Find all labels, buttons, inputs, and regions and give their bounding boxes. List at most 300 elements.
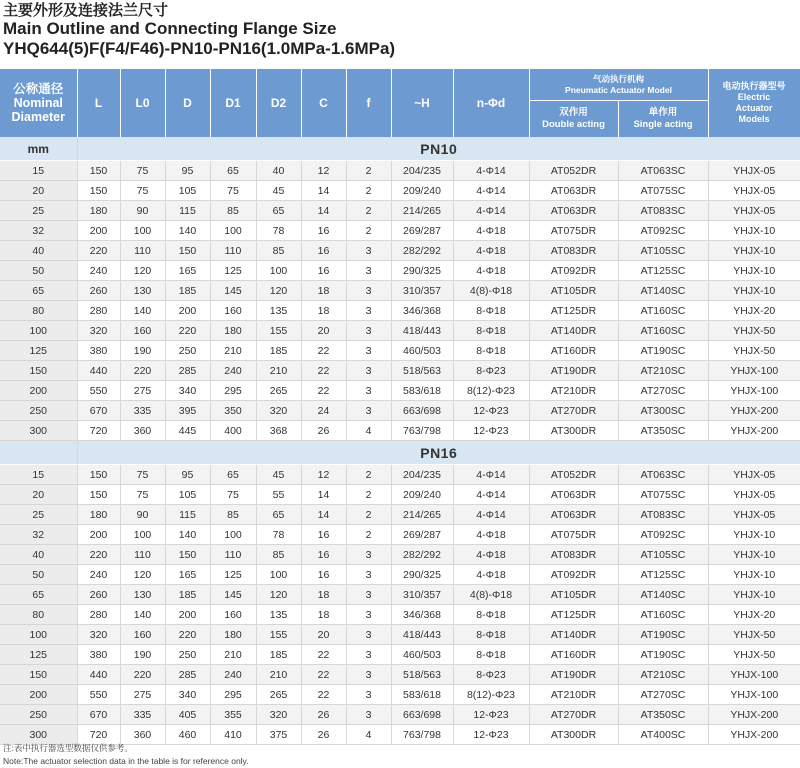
cell-bolts: 4(8)-Φ18	[453, 281, 529, 301]
cell-d: 115	[165, 505, 210, 525]
cell-d2: 155	[256, 625, 301, 645]
cell-d: 150	[165, 545, 210, 565]
cell-h: 663/698	[391, 401, 453, 421]
cell-single-acting-model: AT092SC	[618, 525, 708, 545]
cell-nominal-diameter: 80	[0, 605, 77, 625]
cell-l: 200	[77, 221, 120, 241]
cell-nominal-diameter: 50	[0, 565, 77, 585]
cell-electric-model: YHJX-10	[708, 525, 800, 545]
cell-c: 26	[301, 705, 346, 725]
cell-f: 3	[346, 241, 391, 261]
cell-nominal-diameter: 20	[0, 181, 77, 201]
cell-l0: 110	[120, 545, 165, 565]
pn16-section	[0, 441, 800, 745]
cell-single-acting-model: AT063SC	[618, 161, 708, 181]
cell-bolts: 4(8)-Φ18	[453, 585, 529, 605]
cell-d: 405	[165, 705, 210, 725]
cell-d1: 145	[210, 585, 256, 605]
cell-l: 240	[77, 261, 120, 281]
header-electric-en2: Actuator	[735, 103, 773, 113]
cell-nominal-diameter: 150	[0, 361, 77, 381]
table-row	[0, 625, 800, 645]
cell-nominal-diameter: 32	[0, 525, 77, 545]
cell-bolts: 4-Φ18	[453, 525, 529, 545]
cell-double-acting-model: AT063DR	[529, 505, 618, 525]
header-single-acting	[618, 101, 708, 138]
header-electric-actuator	[708, 69, 800, 137]
table-row	[0, 161, 800, 181]
cell-l0: 90	[120, 505, 165, 525]
cell-nominal-diameter: 40	[0, 241, 77, 261]
section-label-pn16: PN16	[77, 441, 800, 465]
cell-d2: 265	[256, 381, 301, 401]
cell-f: 3	[346, 301, 391, 321]
cell-d1: 210	[210, 645, 256, 665]
cell-d2: 85	[256, 545, 301, 565]
cell-double-acting-model: AT092DR	[529, 565, 618, 585]
cell-d: 200	[165, 605, 210, 625]
cell-d2: 100	[256, 565, 301, 585]
cell-nominal-diameter: 300	[0, 725, 77, 745]
table-row	[0, 261, 800, 281]
header-col-d1: D1	[210, 69, 256, 137]
cell-d1: 180	[210, 625, 256, 645]
cell-l: 220	[77, 241, 120, 261]
cell-l: 180	[77, 201, 120, 221]
cell-h: 418/443	[391, 321, 453, 341]
cell-d: 185	[165, 281, 210, 301]
cell-electric-model: YHJX-200	[708, 401, 800, 421]
cell-l: 260	[77, 585, 120, 605]
cell-l: 440	[77, 361, 120, 381]
cell-f: 3	[346, 685, 391, 705]
title-english: Main Outline and Connecting Flange Size	[3, 19, 337, 38]
cell-d: 95	[165, 465, 210, 485]
cell-d2: 320	[256, 705, 301, 725]
header-col-l0: L0	[120, 69, 165, 137]
cell-l: 320	[77, 625, 120, 645]
cell-c: 14	[301, 505, 346, 525]
cell-double-acting-model: AT190DR	[529, 361, 618, 381]
cell-d1: 100	[210, 525, 256, 545]
section-header-row	[0, 137, 800, 161]
cell-l0: 75	[120, 465, 165, 485]
cell-double-acting-model: AT140DR	[529, 321, 618, 341]
cell-c: 26	[301, 421, 346, 441]
cell-single-acting-model: AT190SC	[618, 625, 708, 645]
cell-l0: 360	[120, 725, 165, 745]
cell-d1: 100	[210, 221, 256, 241]
cell-double-acting-model: AT300DR	[529, 421, 618, 441]
cell-double-acting-model: AT190DR	[529, 665, 618, 685]
cell-f: 2	[346, 505, 391, 525]
cell-nominal-diameter: 65	[0, 281, 77, 301]
cell-d1: 180	[210, 321, 256, 341]
cell-bolts: 8-Φ18	[453, 645, 529, 665]
cell-single-acting-model: AT105SC	[618, 545, 708, 565]
dimension-table	[0, 69, 800, 745]
cell-l0: 190	[120, 645, 165, 665]
cell-d: 340	[165, 685, 210, 705]
table-row	[0, 181, 800, 201]
header-pneumatic-en: Pneumatic Actuator Model	[565, 84, 672, 95]
cell-l0: 160	[120, 625, 165, 645]
cell-electric-model: YHJX-100	[708, 381, 800, 401]
cell-double-acting-model: AT125DR	[529, 301, 618, 321]
cell-d: 250	[165, 645, 210, 665]
cell-d: 460	[165, 725, 210, 745]
cell-l: 150	[77, 465, 120, 485]
cell-d: 165	[165, 565, 210, 585]
cell-f: 3	[346, 381, 391, 401]
cell-l: 440	[77, 665, 120, 685]
header-col-f: f	[346, 69, 391, 137]
cell-bolts: 4-Φ14	[453, 505, 529, 525]
cell-l0: 130	[120, 585, 165, 605]
cell-f: 2	[346, 465, 391, 485]
cell-l0: 360	[120, 421, 165, 441]
cell-c: 12	[301, 465, 346, 485]
cell-double-acting-model: AT210DR	[529, 381, 618, 401]
cell-d1: 145	[210, 281, 256, 301]
cell-l0: 140	[120, 301, 165, 321]
cell-h: 282/292	[391, 545, 453, 565]
cell-bolts: 12-Φ23	[453, 705, 529, 725]
cell-f: 3	[346, 361, 391, 381]
cell-l: 720	[77, 725, 120, 745]
cell-double-acting-model: AT210DR	[529, 685, 618, 705]
cell-bolts: 4-Φ18	[453, 241, 529, 261]
cell-double-acting-model: AT063DR	[529, 201, 618, 221]
cell-f: 3	[346, 625, 391, 645]
cell-electric-model: YHJX-200	[708, 705, 800, 725]
cell-single-acting-model: AT083SC	[618, 201, 708, 221]
cell-l: 380	[77, 341, 120, 361]
footnote-en: Note:The actuator selection data in the table is for reference only.	[3, 756, 249, 766]
header-col-d2: D2	[256, 69, 301, 137]
cell-f: 3	[346, 545, 391, 565]
cell-l0: 220	[120, 361, 165, 381]
cell-nominal-diameter: 100	[0, 321, 77, 341]
cell-l: 180	[77, 505, 120, 525]
table-row	[0, 465, 800, 485]
cell-single-acting-model: AT300SC	[618, 401, 708, 421]
cell-h: 518/563	[391, 665, 453, 685]
cell-bolts: 8(12)-Φ23	[453, 685, 529, 705]
cell-single-acting-model: AT125SC	[618, 565, 708, 585]
cell-d: 200	[165, 301, 210, 321]
table-row	[0, 421, 800, 441]
header-nominal-zh: 公称通径	[13, 82, 64, 96]
cell-d: 285	[165, 665, 210, 685]
table-row	[0, 341, 800, 361]
cell-electric-model: YHJX-100	[708, 685, 800, 705]
cell-double-acting-model: AT063DR	[529, 181, 618, 201]
header-col-d: D	[165, 69, 210, 137]
cell-f: 2	[346, 161, 391, 181]
cell-electric-model: YHJX-05	[708, 465, 800, 485]
header-double-zh: 双作用	[559, 107, 588, 118]
cell-bolts: 4-Φ14	[453, 485, 529, 505]
table-row	[0, 665, 800, 685]
cell-c: 14	[301, 485, 346, 505]
cell-double-acting-model: AT092DR	[529, 261, 618, 281]
cell-l: 240	[77, 565, 120, 585]
cell-d1: 350	[210, 401, 256, 421]
cell-d1: 65	[210, 465, 256, 485]
cell-d1: 210	[210, 341, 256, 361]
table-row	[0, 401, 800, 421]
cell-l: 380	[77, 645, 120, 665]
cell-single-acting-model: AT400SC	[618, 725, 708, 745]
cell-h: 763/798	[391, 725, 453, 745]
cell-c: 22	[301, 361, 346, 381]
cell-d1: 160	[210, 605, 256, 625]
cell-electric-model: YHJX-20	[708, 301, 800, 321]
footnote	[3, 742, 249, 768]
cell-single-acting-model: AT350SC	[618, 705, 708, 725]
cell-d1: 85	[210, 505, 256, 525]
cell-c: 22	[301, 665, 346, 685]
cell-l: 550	[77, 381, 120, 401]
cell-c: 18	[301, 281, 346, 301]
cell-single-acting-model: AT140SC	[618, 585, 708, 605]
cell-d1: 75	[210, 485, 256, 505]
cell-d1: 295	[210, 381, 256, 401]
cell-d2: 265	[256, 685, 301, 705]
cell-h: 460/503	[391, 645, 453, 665]
cell-bolts: 8-Φ18	[453, 341, 529, 361]
cell-d1: 125	[210, 261, 256, 281]
cell-h: 209/240	[391, 485, 453, 505]
cell-l: 550	[77, 685, 120, 705]
cell-electric-model: YHJX-05	[708, 505, 800, 525]
cell-l0: 130	[120, 281, 165, 301]
table-header	[0, 69, 800, 137]
cell-single-acting-model: AT125SC	[618, 261, 708, 281]
cell-l0: 110	[120, 241, 165, 261]
header-nominal-en1: Nominal	[13, 96, 63, 110]
cell-electric-model: YHJX-20	[708, 605, 800, 625]
header-pneumatic-actuator	[529, 69, 708, 101]
header-col-l: L	[77, 69, 120, 137]
cell-d1: 110	[210, 241, 256, 261]
cell-h: 460/503	[391, 341, 453, 361]
cell-bolts: 12-Φ23	[453, 421, 529, 441]
cell-d2: 155	[256, 321, 301, 341]
title-block	[3, 0, 395, 59]
cell-bolts: 4-Φ18	[453, 565, 529, 585]
cell-nominal-diameter: 50	[0, 261, 77, 281]
cell-nominal-diameter: 300	[0, 421, 77, 441]
table-row	[0, 221, 800, 241]
cell-double-acting-model: AT125DR	[529, 605, 618, 625]
cell-single-acting-model: AT190SC	[618, 645, 708, 665]
cell-c: 16	[301, 545, 346, 565]
cell-d2: 78	[256, 525, 301, 545]
cell-d2: 55	[256, 485, 301, 505]
cell-d1: 110	[210, 545, 256, 565]
cell-l0: 100	[120, 221, 165, 241]
cell-double-acting-model: AT140DR	[529, 625, 618, 645]
cell-f: 3	[346, 585, 391, 605]
cell-nominal-diameter: 25	[0, 505, 77, 525]
cell-electric-model: YHJX-10	[708, 221, 800, 241]
cell-nominal-diameter: 200	[0, 381, 77, 401]
cell-d1: 75	[210, 181, 256, 201]
cell-single-acting-model: AT160SC	[618, 321, 708, 341]
cell-bolts: 4-Φ14	[453, 181, 529, 201]
cell-d2: 135	[256, 605, 301, 625]
cell-d: 250	[165, 341, 210, 361]
footnote-zh: 注:表中执行器选型数据仅供参考。	[3, 743, 133, 753]
cell-f: 3	[346, 705, 391, 725]
cell-c: 18	[301, 301, 346, 321]
cell-l0: 140	[120, 605, 165, 625]
cell-nominal-diameter: 80	[0, 301, 77, 321]
table-row	[0, 281, 800, 301]
cell-double-acting-model: AT270DR	[529, 401, 618, 421]
cell-d2: 78	[256, 221, 301, 241]
cell-c: 24	[301, 401, 346, 421]
cell-bolts: 8-Φ23	[453, 665, 529, 685]
table-row	[0, 321, 800, 341]
table-row	[0, 241, 800, 261]
cell-l0: 160	[120, 321, 165, 341]
cell-bolts: 4-Φ14	[453, 201, 529, 221]
cell-electric-model: YHJX-05	[708, 485, 800, 505]
cell-double-acting-model: AT063DR	[529, 485, 618, 505]
cell-h: 518/563	[391, 361, 453, 381]
cell-h: 290/325	[391, 565, 453, 585]
cell-d: 105	[165, 485, 210, 505]
unit-label: mm	[0, 137, 77, 161]
cell-d: 115	[165, 201, 210, 221]
cell-single-acting-model: AT140SC	[618, 281, 708, 301]
pn10-section	[0, 137, 800, 441]
cell-l: 150	[77, 161, 120, 181]
cell-electric-model: YHJX-200	[708, 725, 800, 745]
cell-electric-model: YHJX-200	[708, 421, 800, 441]
cell-l: 200	[77, 525, 120, 545]
cell-d: 95	[165, 161, 210, 181]
cell-l: 280	[77, 301, 120, 321]
cell-d2: 120	[256, 585, 301, 605]
cell-c: 22	[301, 381, 346, 401]
cell-electric-model: YHJX-10	[708, 281, 800, 301]
cell-f: 3	[346, 341, 391, 361]
cell-d1: 85	[210, 201, 256, 221]
cell-double-acting-model: AT160DR	[529, 645, 618, 665]
cell-l0: 120	[120, 565, 165, 585]
cell-d: 140	[165, 221, 210, 241]
header-electric-en1: Electric	[737, 92, 771, 102]
cell-single-acting-model: AT210SC	[618, 361, 708, 381]
cell-h: 204/235	[391, 465, 453, 485]
header-electric-en3: Models	[738, 114, 770, 124]
table-row	[0, 301, 800, 321]
table-row	[0, 201, 800, 221]
header-col-c: C	[301, 69, 346, 137]
cell-l0: 275	[120, 685, 165, 705]
cell-l: 670	[77, 705, 120, 725]
cell-f: 4	[346, 725, 391, 745]
cell-l: 260	[77, 281, 120, 301]
cell-single-acting-model: AT270SC	[618, 685, 708, 705]
cell-d2: 100	[256, 261, 301, 281]
header-nominal-en2: Diameter	[11, 110, 65, 124]
cell-nominal-diameter: 150	[0, 665, 77, 685]
cell-electric-model: YHJX-50	[708, 645, 800, 665]
cell-nominal-diameter: 100	[0, 625, 77, 645]
cell-single-acting-model: AT190SC	[618, 341, 708, 361]
cell-f: 3	[346, 665, 391, 685]
cell-nominal-diameter: 125	[0, 645, 77, 665]
cell-l: 280	[77, 605, 120, 625]
cell-double-acting-model: AT083DR	[529, 241, 618, 261]
cell-d2: 185	[256, 341, 301, 361]
cell-f: 2	[346, 181, 391, 201]
cell-h: 346/368	[391, 605, 453, 625]
cell-f: 3	[346, 401, 391, 421]
cell-double-acting-model: AT075DR	[529, 221, 618, 241]
table-row	[0, 705, 800, 725]
cell-d1: 355	[210, 705, 256, 725]
cell-double-acting-model: AT052DR	[529, 465, 618, 485]
cell-single-acting-model: AT160SC	[618, 301, 708, 321]
cell-h: 204/235	[391, 161, 453, 181]
cell-d2: 320	[256, 401, 301, 421]
cell-l: 670	[77, 401, 120, 421]
cell-double-acting-model: AT075DR	[529, 525, 618, 545]
model-designation: YHQ644(5)F(F4/F46)-PN10-PN16(1.0MPa-1.6MPa)	[3, 39, 396, 58]
header-double-acting	[529, 101, 618, 138]
cell-f: 3	[346, 565, 391, 585]
cell-d1: 125	[210, 565, 256, 585]
cell-l: 320	[77, 321, 120, 341]
cell-l0: 275	[120, 381, 165, 401]
cell-bolts: 4-Φ18	[453, 221, 529, 241]
cell-d1: 240	[210, 361, 256, 381]
cell-l0: 335	[120, 705, 165, 725]
cell-double-acting-model: AT083DR	[529, 545, 618, 565]
cell-nominal-diameter: 15	[0, 161, 77, 181]
cell-d1: 240	[210, 665, 256, 685]
cell-nominal-diameter: 250	[0, 705, 77, 725]
cell-h: 418/443	[391, 625, 453, 645]
cell-d2: 45	[256, 181, 301, 201]
cell-h: 346/368	[391, 301, 453, 321]
cell-electric-model: YHJX-05	[708, 181, 800, 201]
cell-d2: 185	[256, 645, 301, 665]
cell-h: 763/798	[391, 421, 453, 441]
cell-d1: 65	[210, 161, 256, 181]
cell-electric-model: YHJX-100	[708, 361, 800, 381]
cell-nominal-diameter: 125	[0, 341, 77, 361]
cell-h: 663/698	[391, 705, 453, 725]
cell-electric-model: YHJX-50	[708, 321, 800, 341]
cell-c: 16	[301, 525, 346, 545]
cell-bolts: 8(12)-Φ23	[453, 381, 529, 401]
cell-electric-model: YHJX-100	[708, 665, 800, 685]
cell-double-acting-model: AT105DR	[529, 281, 618, 301]
cell-d2: 45	[256, 465, 301, 485]
cell-bolts: 8-Φ18	[453, 625, 529, 645]
cell-single-acting-model: AT063SC	[618, 465, 708, 485]
header-col-bolts: n-Φd	[453, 69, 529, 137]
cell-h: 282/292	[391, 241, 453, 261]
section-header-row	[0, 441, 800, 465]
